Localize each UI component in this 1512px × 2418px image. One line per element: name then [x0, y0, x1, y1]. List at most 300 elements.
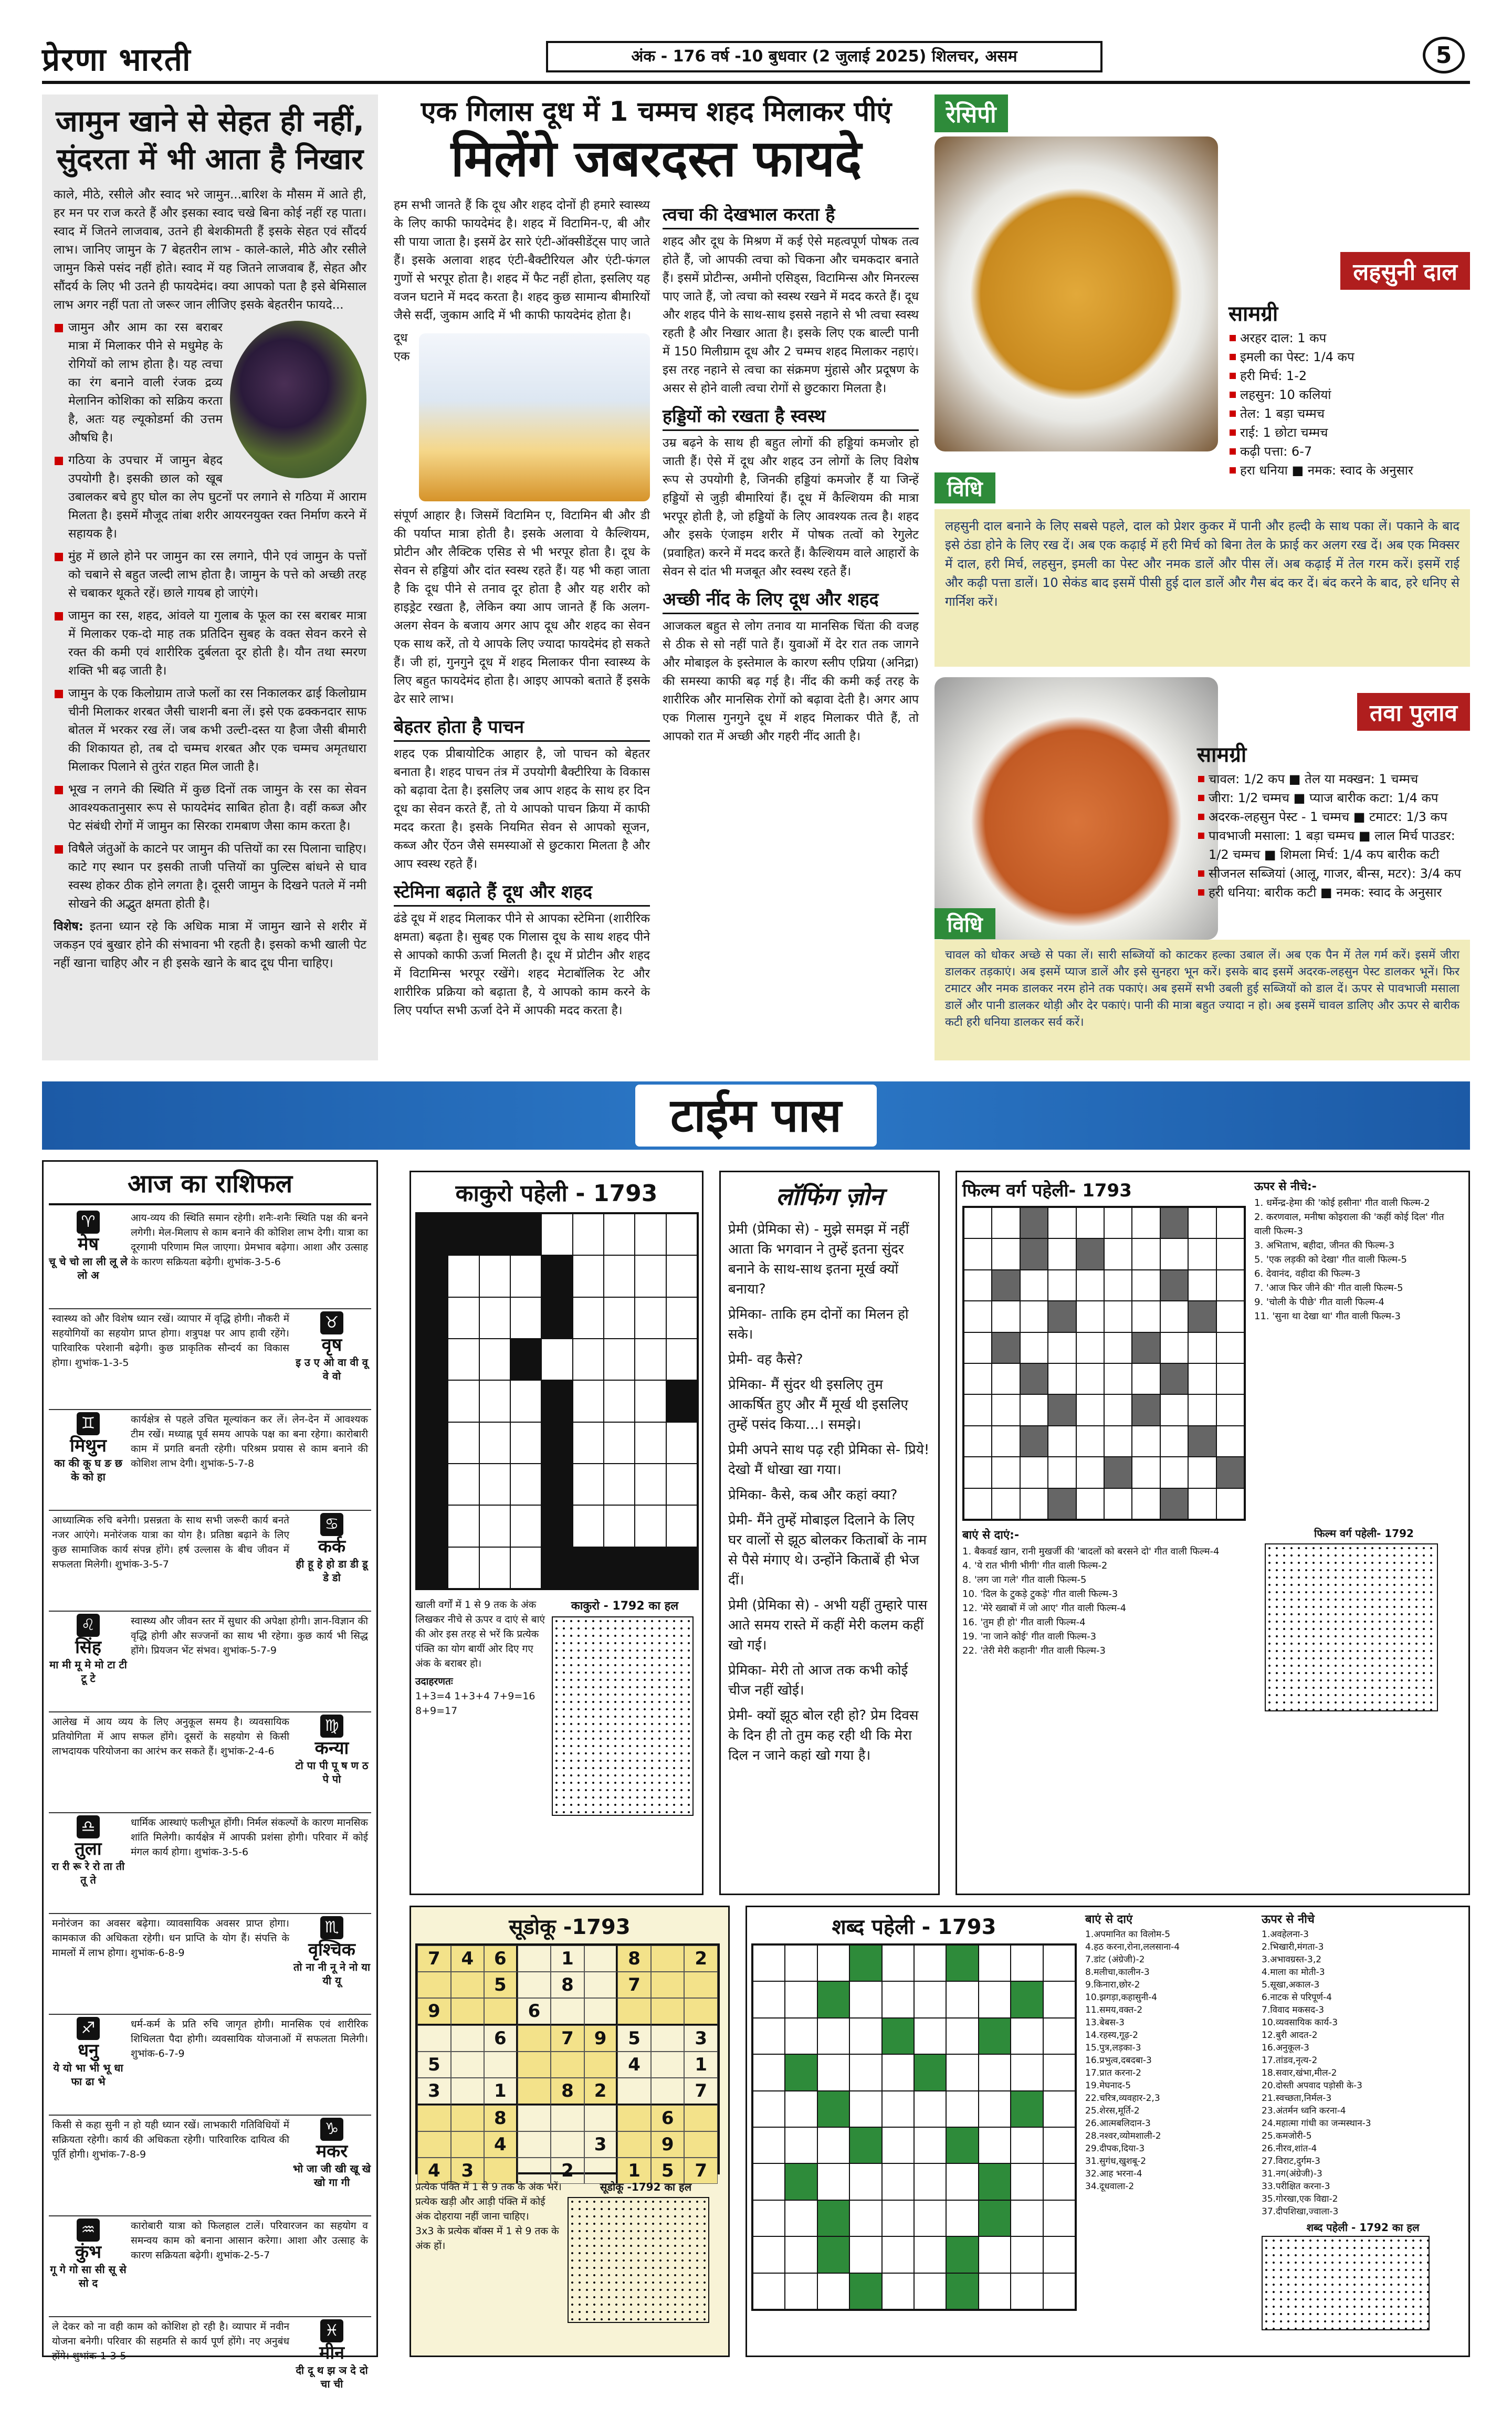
grid-cell[interactable] — [417, 1380, 448, 1422]
grid-cell[interactable] — [964, 1270, 992, 1301]
grid-cell[interactable] — [817, 2236, 849, 2273]
grid-cell[interactable] — [448, 1297, 479, 1339]
grid-cell[interactable] — [541, 1380, 572, 1422]
sudoku-cell[interactable]: 1 — [684, 2052, 718, 2078]
grid-cell[interactable] — [1076, 1301, 1104, 1332]
sudoku-cell[interactable]: 3 — [417, 2078, 451, 2105]
grid-cell[interactable] — [1011, 2018, 1043, 2054]
grid-cell[interactable] — [817, 1981, 849, 2017]
film-grid[interactable] — [962, 1206, 1246, 1521]
grid-cell[interactable] — [992, 1238, 1020, 1269]
grid-cell[interactable] — [635, 1214, 666, 1255]
grid-cell[interactable] — [817, 2273, 849, 2309]
grid-cell[interactable] — [1104, 1457, 1132, 1488]
sudoku-cell[interactable]: 8 — [551, 2078, 584, 2105]
grid-cell[interactable] — [635, 1464, 666, 1505]
grid-cell[interactable] — [510, 1255, 541, 1297]
sudoku-cell[interactable]: 6 — [484, 2025, 518, 2052]
grid-cell[interactable] — [1132, 1426, 1160, 1457]
sudoku-cell[interactable]: 2 — [584, 2078, 618, 2105]
sudoku-cell[interactable]: 2 — [551, 2158, 584, 2184]
grid-cell[interactable] — [417, 1339, 448, 1380]
grid-cell[interactable] — [1216, 1332, 1244, 1363]
sudoku-cell[interactable]: 9 — [651, 2131, 685, 2158]
grid-cell[interactable] — [753, 2127, 785, 2163]
sudoku-cell[interactable] — [417, 2025, 451, 2052]
grid-cell[interactable] — [1132, 1488, 1160, 1519]
word-grid[interactable] — [751, 1943, 1077, 2311]
grid-cell[interactable] — [1020, 1394, 1048, 1425]
grid-cell[interactable] — [1216, 1238, 1244, 1269]
grid-cell[interactable] — [1104, 1426, 1132, 1457]
grid-cell[interactable] — [1076, 1488, 1104, 1519]
grid-cell[interactable] — [1020, 1457, 1048, 1488]
grid-cell[interactable] — [849, 2200, 881, 2236]
grid-cell[interactable] — [1132, 1394, 1160, 1425]
grid-cell[interactable] — [1020, 1332, 1048, 1363]
grid-cell[interactable] — [849, 2054, 881, 2090]
grid-cell[interactable] — [635, 1422, 666, 1464]
grid-cell[interactable] — [1011, 2091, 1043, 2127]
grid-cell[interactable] — [417, 1297, 448, 1339]
sudoku-cell[interactable]: 8 — [551, 1972, 584, 1998]
grid-cell[interactable] — [849, 2163, 881, 2200]
grid-cell[interactable] — [992, 1301, 1020, 1332]
grid-cell[interactable] — [604, 1297, 635, 1339]
grid-cell[interactable] — [604, 1422, 635, 1464]
grid-cell[interactable] — [964, 1457, 992, 1488]
grid-cell[interactable] — [882, 2200, 914, 2236]
grid-cell[interactable] — [979, 2018, 1011, 2054]
sudoku-cell[interactable]: 9 — [417, 1998, 451, 2025]
grid-cell[interactable] — [753, 2018, 785, 2054]
grid-cell[interactable] — [1011, 2054, 1043, 2090]
grid-cell[interactable] — [753, 2054, 785, 2090]
sudoku-cell[interactable]: 7 — [417, 1946, 451, 1972]
sudoku-cell[interactable]: 4 — [617, 2052, 651, 2078]
grid-cell[interactable] — [817, 2018, 849, 2054]
grid-cell[interactable] — [946, 2236, 978, 2273]
grid-cell[interactable] — [1043, 2127, 1075, 2163]
grid-cell[interactable] — [1188, 1270, 1216, 1301]
sudoku-cell[interactable] — [651, 2078, 685, 2105]
grid-cell[interactable] — [946, 2200, 978, 2236]
sudoku-cell[interactable]: 7 — [617, 1972, 651, 1998]
grid-cell[interactable] — [992, 1488, 1020, 1519]
grid-cell[interactable] — [979, 2200, 1011, 2236]
grid-cell[interactable] — [1216, 1488, 1244, 1519]
grid-cell[interactable] — [479, 1380, 510, 1422]
grid-cell[interactable] — [1160, 1238, 1188, 1269]
sudoku-cell[interactable]: 6 — [484, 1946, 518, 1972]
grid-cell[interactable] — [817, 1945, 849, 1981]
grid-cell[interactable] — [753, 2236, 785, 2273]
grid-cell[interactable] — [1104, 1207, 1132, 1238]
grid-cell[interactable] — [541, 1297, 572, 1339]
grid-cell[interactable] — [785, 1945, 817, 1981]
grid-cell[interactable] — [946, 2018, 978, 2054]
grid-cell[interactable] — [1160, 1488, 1188, 1519]
grid-cell[interactable] — [979, 2091, 1011, 2127]
grid-cell[interactable] — [541, 1547, 572, 1589]
grid-cell[interactable] — [1188, 1207, 1216, 1238]
grid-cell[interactable] — [914, 2163, 946, 2200]
grid-cell[interactable] — [817, 2091, 849, 2127]
grid-cell[interactable] — [1076, 1207, 1104, 1238]
grid-cell[interactable] — [573, 1255, 604, 1297]
grid-cell[interactable] — [1216, 1363, 1244, 1394]
grid-cell[interactable] — [914, 2127, 946, 2163]
sudoku-cell[interactable] — [584, 1972, 618, 1998]
grid-cell[interactable] — [510, 1422, 541, 1464]
grid-cell[interactable] — [849, 1981, 881, 2017]
grid-cell[interactable] — [753, 1945, 785, 1981]
grid-cell[interactable] — [849, 2273, 881, 2309]
sudoku-cell[interactable]: 1 — [484, 2078, 518, 2105]
grid-cell[interactable] — [882, 2236, 914, 2273]
grid-cell[interactable] — [1104, 1394, 1132, 1425]
grid-cell[interactable] — [1188, 1426, 1216, 1457]
grid-cell[interactable] — [914, 2236, 946, 2273]
grid-cell[interactable] — [541, 1464, 572, 1505]
grid-cell[interactable] — [1104, 1363, 1132, 1394]
grid-cell[interactable] — [1104, 1238, 1132, 1269]
grid-cell[interactable] — [753, 2163, 785, 2200]
sudoku-cell[interactable] — [417, 1972, 451, 1998]
sudoku-cell[interactable] — [651, 1946, 685, 1972]
sudoku-cell[interactable] — [684, 2105, 718, 2131]
sudoku-cell[interactable]: 4 — [417, 2158, 451, 2184]
grid-cell[interactable] — [510, 1297, 541, 1339]
grid-cell[interactable] — [964, 1394, 992, 1425]
grid-cell[interactable] — [666, 1297, 697, 1339]
grid-cell[interactable] — [479, 1214, 510, 1255]
grid-cell[interactable] — [1104, 1270, 1132, 1301]
grid-cell[interactable] — [1043, 1945, 1075, 1981]
grid-cell[interactable] — [1011, 2127, 1043, 2163]
grid-cell[interactable] — [1160, 1270, 1188, 1301]
sudoku-cell[interactable]: 4 — [451, 1946, 485, 1972]
grid-cell[interactable] — [1216, 1394, 1244, 1425]
grid-cell[interactable] — [1048, 1332, 1076, 1363]
grid-cell[interactable] — [479, 1339, 510, 1380]
grid-cell[interactable] — [946, 1945, 978, 1981]
grid-cell[interactable] — [785, 1981, 817, 2017]
grid-cell[interactable] — [1076, 1363, 1104, 1394]
sudoku-cell[interactable] — [684, 1998, 718, 2025]
grid-cell[interactable] — [1043, 2236, 1075, 2273]
sudoku-cell[interactable] — [417, 2131, 451, 2158]
grid-cell[interactable] — [1043, 2163, 1075, 2200]
grid-cell[interactable] — [510, 1339, 541, 1380]
grid-cell[interactable] — [849, 2091, 881, 2127]
sudoku-cell[interactable] — [684, 2131, 718, 2158]
grid-cell[interactable] — [417, 1214, 448, 1255]
grid-cell[interactable] — [510, 1547, 541, 1589]
grid-cell[interactable] — [604, 1339, 635, 1380]
grid-cell[interactable] — [541, 1339, 572, 1380]
grid-cell[interactable] — [785, 2091, 817, 2127]
grid-cell[interactable] — [573, 1422, 604, 1464]
grid-cell[interactable] — [946, 2273, 978, 2309]
grid-cell[interactable] — [1132, 1301, 1160, 1332]
grid-cell[interactable] — [992, 1270, 1020, 1301]
grid-cell[interactable] — [1011, 1981, 1043, 2017]
kakuro-grid[interactable] — [415, 1212, 699, 1590]
sudoku-cell[interactable] — [584, 2052, 618, 2078]
sudoku-cell[interactable] — [651, 1972, 685, 1998]
sudoku-cell[interactable] — [518, 1946, 551, 1972]
grid-cell[interactable] — [1216, 1426, 1244, 1457]
grid-cell[interactable] — [604, 1505, 635, 1547]
grid-cell[interactable] — [666, 1505, 697, 1547]
grid-cell[interactable] — [1020, 1301, 1048, 1332]
grid-cell[interactable] — [604, 1547, 635, 1589]
grid-cell[interactable] — [1020, 1207, 1048, 1238]
sudoku-cell[interactable] — [651, 1998, 685, 2025]
sudoku-cell[interactable]: 3 — [684, 2025, 718, 2052]
grid-cell[interactable] — [785, 2018, 817, 2054]
grid-cell[interactable] — [479, 1547, 510, 1589]
grid-cell[interactable] — [992, 1332, 1020, 1363]
grid-cell[interactable] — [448, 1464, 479, 1505]
grid-cell[interactable] — [849, 2018, 881, 2054]
grid-cell[interactable] — [817, 2200, 849, 2236]
grid-cell[interactable] — [1160, 1363, 1188, 1394]
sudoku-cell[interactable] — [484, 2052, 518, 2078]
sudoku-cell[interactable] — [584, 1998, 618, 2025]
grid-cell[interactable] — [1048, 1363, 1076, 1394]
grid-cell[interactable] — [541, 1422, 572, 1464]
grid-cell[interactable] — [1020, 1238, 1048, 1269]
grid-cell[interactable] — [666, 1214, 697, 1255]
grid-cell[interactable] — [510, 1214, 541, 1255]
grid-cell[interactable] — [946, 2127, 978, 2163]
grid-cell[interactable] — [946, 2163, 978, 2200]
grid-cell[interactable] — [992, 1394, 1020, 1425]
sudoku-cell[interactable] — [451, 1972, 485, 1998]
grid-cell[interactable] — [785, 2273, 817, 2309]
sudoku-cell[interactable] — [518, 1972, 551, 1998]
grid-cell[interactable] — [448, 1422, 479, 1464]
grid-cell[interactable] — [914, 2054, 946, 2090]
sudoku-cell[interactable] — [617, 2105, 651, 2131]
grid-cell[interactable] — [785, 2236, 817, 2273]
grid-cell[interactable] — [448, 1255, 479, 1297]
grid-cell[interactable] — [1104, 1332, 1132, 1363]
grid-cell[interactable] — [946, 1981, 978, 2017]
grid-cell[interactable] — [666, 1547, 697, 1589]
grid-cell[interactable] — [635, 1339, 666, 1380]
grid-cell[interactable] — [448, 1547, 479, 1589]
grid-cell[interactable] — [635, 1255, 666, 1297]
grid-cell[interactable] — [1132, 1207, 1160, 1238]
grid-cell[interactable] — [753, 2273, 785, 2309]
grid-cell[interactable] — [573, 1505, 604, 1547]
grid-cell[interactable] — [635, 1380, 666, 1422]
grid-cell[interactable] — [817, 2163, 849, 2200]
sudoku-cell[interactable] — [617, 1998, 651, 2025]
grid-cell[interactable] — [964, 1426, 992, 1457]
grid-cell[interactable] — [1043, 2054, 1075, 2090]
grid-cell[interactable] — [666, 1339, 697, 1380]
grid-cell[interactable] — [666, 1255, 697, 1297]
grid-cell[interactable] — [785, 2054, 817, 2090]
grid-cell[interactable] — [1048, 1426, 1076, 1457]
sudoku-cell[interactable] — [551, 2052, 584, 2078]
sudoku-cell[interactable]: 3 — [451, 2158, 485, 2184]
sudoku-cell[interactable] — [451, 2078, 485, 2105]
grid-cell[interactable] — [1104, 1301, 1132, 1332]
sudoku-cell[interactable]: 7 — [551, 2025, 584, 2052]
grid-cell[interactable] — [882, 2091, 914, 2127]
grid-cell[interactable] — [1160, 1457, 1188, 1488]
grid-cell[interactable] — [753, 2091, 785, 2127]
grid-cell[interactable] — [1043, 1981, 1075, 2017]
sudoku-cell[interactable] — [518, 2131, 551, 2158]
sudoku-cell[interactable]: 6 — [518, 1998, 551, 2025]
grid-cell[interactable] — [510, 1505, 541, 1547]
grid-cell[interactable] — [785, 2127, 817, 2163]
grid-cell[interactable] — [448, 1339, 479, 1380]
grid-cell[interactable] — [417, 1255, 448, 1297]
grid-cell[interactable] — [541, 1255, 572, 1297]
grid-cell[interactable] — [914, 1945, 946, 1981]
grid-cell[interactable] — [979, 1981, 1011, 2017]
grid-cell[interactable] — [510, 1464, 541, 1505]
sudoku-cell[interactable] — [451, 2105, 485, 2131]
sudoku-cell[interactable] — [451, 2025, 485, 2052]
grid-cell[interactable] — [479, 1464, 510, 1505]
grid-cell[interactable] — [979, 2236, 1011, 2273]
grid-cell[interactable] — [448, 1380, 479, 1422]
sudoku-cell[interactable] — [451, 2052, 485, 2078]
grid-cell[interactable] — [817, 2127, 849, 2163]
grid-cell[interactable] — [417, 1464, 448, 1505]
sudoku-cell[interactable] — [451, 1998, 485, 2025]
grid-cell[interactable] — [666, 1380, 697, 1422]
sudoku-cell[interactable] — [551, 2105, 584, 2131]
grid-cell[interactable] — [448, 1214, 479, 1255]
sudoku-cell[interactable]: 5 — [484, 1972, 518, 1998]
sudoku-cell[interactable] — [617, 2078, 651, 2105]
grid-cell[interactable] — [1188, 1363, 1216, 1394]
sudoku-cell[interactable] — [617, 2131, 651, 2158]
grid-cell[interactable] — [604, 1380, 635, 1422]
grid-cell[interactable] — [1216, 1457, 1244, 1488]
sudoku-cell[interactable] — [518, 2025, 551, 2052]
grid-cell[interactable] — [1011, 2200, 1043, 2236]
sudoku-cell[interactable] — [651, 2025, 685, 2052]
grid-cell[interactable] — [1160, 1426, 1188, 1457]
grid-cell[interactable] — [882, 2163, 914, 2200]
grid-cell[interactable] — [785, 2163, 817, 2200]
grid-cell[interactable] — [914, 1981, 946, 2017]
grid-cell[interactable] — [1011, 2236, 1043, 2273]
grid-cell[interactable] — [882, 2018, 914, 2054]
grid-cell[interactable] — [1011, 2163, 1043, 2200]
sudoku-cell[interactable] — [651, 2052, 685, 2078]
grid-cell[interactable] — [417, 1505, 448, 1547]
grid-cell[interactable] — [1048, 1394, 1076, 1425]
grid-cell[interactable] — [1188, 1238, 1216, 1269]
grid-cell[interactable] — [1076, 1270, 1104, 1301]
grid-cell[interactable] — [1076, 1238, 1104, 1269]
grid-cell[interactable] — [964, 1238, 992, 1269]
grid-cell[interactable] — [1048, 1270, 1076, 1301]
sudoku-cell[interactable] — [518, 2105, 551, 2131]
grid-cell[interactable] — [1011, 2273, 1043, 2309]
sudoku-cell[interactable]: 5 — [651, 2158, 685, 2184]
grid-cell[interactable] — [753, 2200, 785, 2236]
grid-cell[interactable] — [992, 1363, 1020, 1394]
grid-cell[interactable] — [604, 1214, 635, 1255]
grid-cell[interactable] — [635, 1547, 666, 1589]
grid-cell[interactable] — [479, 1505, 510, 1547]
grid-cell[interactable] — [541, 1214, 572, 1255]
sudoku-cell[interactable]: 8 — [484, 2105, 518, 2131]
grid-cell[interactable] — [417, 1422, 448, 1464]
grid-cell[interactable] — [992, 1426, 1020, 1457]
sudoku-cell[interactable] — [451, 2131, 485, 2158]
grid-cell[interactable] — [882, 1981, 914, 2017]
grid-cell[interactable] — [417, 1547, 448, 1589]
grid-cell[interactable] — [1043, 2018, 1075, 2054]
sudoku-cell[interactable] — [417, 2105, 451, 2131]
grid-cell[interactable] — [1104, 1488, 1132, 1519]
grid-cell[interactable] — [479, 1422, 510, 1464]
grid-cell[interactable] — [573, 1214, 604, 1255]
grid-cell[interactable] — [1160, 1394, 1188, 1425]
grid-cell[interactable] — [1048, 1207, 1076, 1238]
sudoku-cell[interactable]: 5 — [417, 2052, 451, 2078]
grid-cell[interactable] — [914, 2091, 946, 2127]
grid-cell[interactable] — [964, 1332, 992, 1363]
grid-cell[interactable] — [1048, 1488, 1076, 1519]
grid-cell[interactable] — [979, 1945, 1011, 1981]
sudoku-cell[interactable]: 7 — [684, 2158, 718, 2184]
grid-cell[interactable] — [479, 1255, 510, 1297]
grid-cell[interactable] — [604, 1464, 635, 1505]
grid-cell[interactable] — [992, 1207, 1020, 1238]
grid-cell[interactable] — [1160, 1207, 1188, 1238]
grid-cell[interactable] — [1048, 1301, 1076, 1332]
grid-cell[interactable] — [1020, 1363, 1048, 1394]
sudoku-cell[interactable] — [551, 1998, 584, 2025]
grid-cell[interactable] — [573, 1297, 604, 1339]
sudoku-cell[interactable] — [584, 2105, 618, 2131]
grid-cell[interactable] — [1132, 1363, 1160, 1394]
grid-cell[interactable] — [510, 1380, 541, 1422]
grid-cell[interactable] — [1188, 1332, 1216, 1363]
grid-cell[interactable] — [1076, 1426, 1104, 1457]
grid-cell[interactable] — [882, 2273, 914, 2309]
grid-cell[interactable] — [1132, 1238, 1160, 1269]
sudoku-cell[interactable] — [518, 2078, 551, 2105]
sudoku-cell[interactable] — [684, 1972, 718, 1998]
grid-cell[interactable] — [1132, 1270, 1160, 1301]
grid-cell[interactable] — [946, 2054, 978, 2090]
sudoku-cell[interactable]: 5 — [617, 2025, 651, 2052]
grid-cell[interactable] — [964, 1488, 992, 1519]
sudoku-cell[interactable]: 3 — [584, 2131, 618, 2158]
grid-cell[interactable] — [979, 2163, 1011, 2200]
grid-cell[interactable] — [1216, 1270, 1244, 1301]
grid-cell[interactable] — [604, 1255, 635, 1297]
grid-cell[interactable] — [573, 1547, 604, 1589]
grid-cell[interactable] — [635, 1505, 666, 1547]
sudoku-cell[interactable]: 6 — [651, 2105, 685, 2131]
